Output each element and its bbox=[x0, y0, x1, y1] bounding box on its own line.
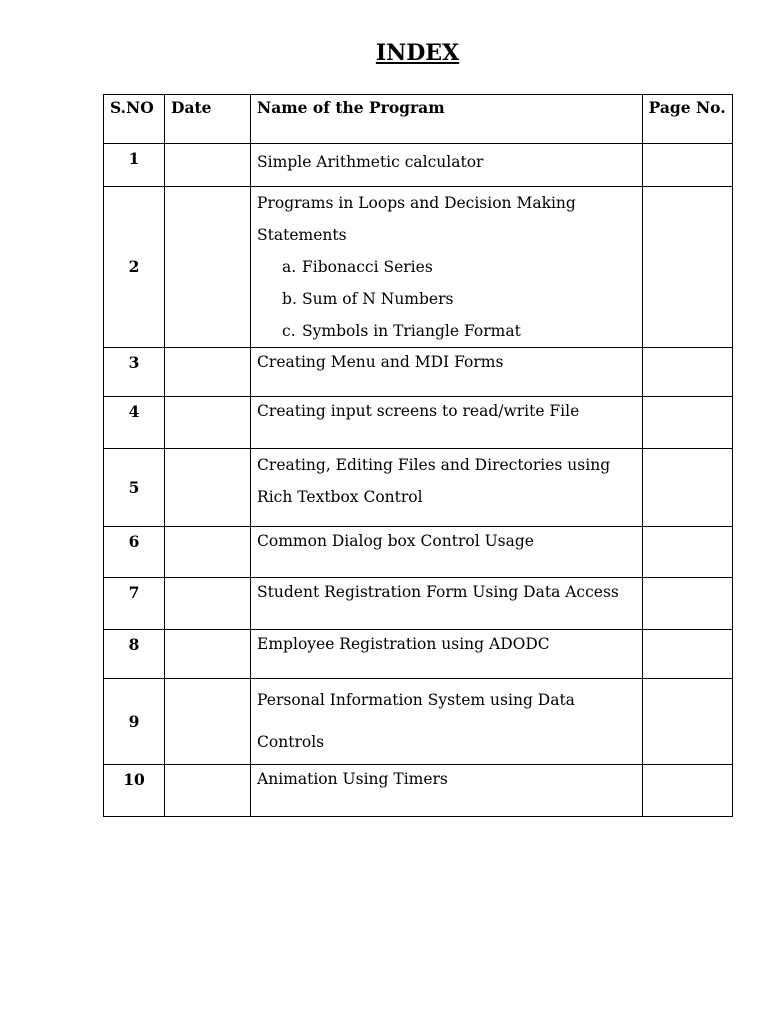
header-sno: S.NO bbox=[104, 95, 165, 144]
row-page-no bbox=[642, 527, 732, 578]
list-item: a. Fibonacci Series bbox=[282, 258, 433, 276]
row-date bbox=[165, 348, 251, 397]
row-program-name: Personal Information System using Data Controls bbox=[251, 679, 643, 765]
program-title: Programs in Loops and Decision Making Statements bbox=[257, 194, 576, 244]
row-date bbox=[165, 527, 251, 578]
table-row bbox=[104, 144, 733, 187]
row-program-name: Creating input screens to read/write File bbox=[251, 397, 643, 449]
row-date bbox=[165, 578, 251, 630]
row-page-no bbox=[642, 765, 732, 817]
header-program-name: Name of the Program bbox=[251, 95, 643, 144]
row-program-name: Creating Menu and MDI Forms bbox=[251, 348, 643, 397]
row-sno: 7 bbox=[104, 578, 165, 630]
row-program-name: Creating, Editing Files and Directories using Rich Textbox Control bbox=[251, 449, 643, 527]
row-sno: 3 bbox=[104, 348, 165, 397]
row-date bbox=[165, 144, 251, 187]
row-sno: 1 bbox=[104, 144, 165, 187]
row-page-no bbox=[642, 187, 732, 348]
table-row bbox=[104, 187, 733, 348]
index-table bbox=[103, 94, 733, 817]
row-sno: 9 bbox=[104, 679, 165, 765]
table-row bbox=[104, 348, 733, 397]
row-sno: 4 bbox=[104, 397, 165, 449]
row-page-no bbox=[642, 578, 732, 630]
row-program-name: Employee Registration using ADODC bbox=[251, 630, 643, 679]
row-page-no bbox=[642, 679, 732, 765]
row-program-name: Simple Arithmetic calculator bbox=[251, 144, 643, 187]
row-sno: 10 bbox=[104, 765, 165, 817]
list-item: c. Symbols in Triangle Format bbox=[282, 322, 521, 340]
row-program-name: Student Registration Form Using Data Access bbox=[251, 578, 643, 630]
row-date bbox=[165, 449, 251, 527]
table-row bbox=[104, 765, 733, 817]
row-page-no bbox=[642, 397, 732, 449]
row-page-no bbox=[642, 449, 732, 527]
row-date bbox=[165, 630, 251, 679]
row-date bbox=[165, 187, 251, 348]
row-sno: 5 bbox=[104, 449, 165, 527]
header-date: Date bbox=[165, 95, 251, 144]
page-title: INDEX bbox=[375, 40, 460, 66]
row-page-no bbox=[642, 144, 732, 187]
table-header-row bbox=[104, 95, 733, 144]
table-row bbox=[104, 397, 733, 449]
list-item: b. Sum of N Numbers bbox=[282, 290, 454, 308]
table-row bbox=[104, 527, 733, 578]
row-program-name bbox=[251, 187, 643, 348]
row-sno: 6 bbox=[104, 527, 165, 578]
table-row bbox=[104, 449, 733, 527]
row-page-no bbox=[642, 348, 732, 397]
row-date bbox=[165, 765, 251, 817]
table-row bbox=[104, 679, 733, 765]
table-row bbox=[104, 630, 733, 679]
row-sno: 2 bbox=[104, 187, 165, 348]
row-program-name: Animation Using Timers bbox=[251, 765, 643, 817]
row-date bbox=[165, 397, 251, 449]
row-program-name: Common Dialog box Control Usage bbox=[251, 527, 643, 578]
header-page-no: Page No. bbox=[642, 95, 732, 144]
row-date bbox=[165, 679, 251, 765]
subprogram-list bbox=[257, 251, 636, 347]
row-sno: 8 bbox=[104, 630, 165, 679]
row-page-no bbox=[642, 630, 732, 679]
table-row bbox=[104, 578, 733, 630]
